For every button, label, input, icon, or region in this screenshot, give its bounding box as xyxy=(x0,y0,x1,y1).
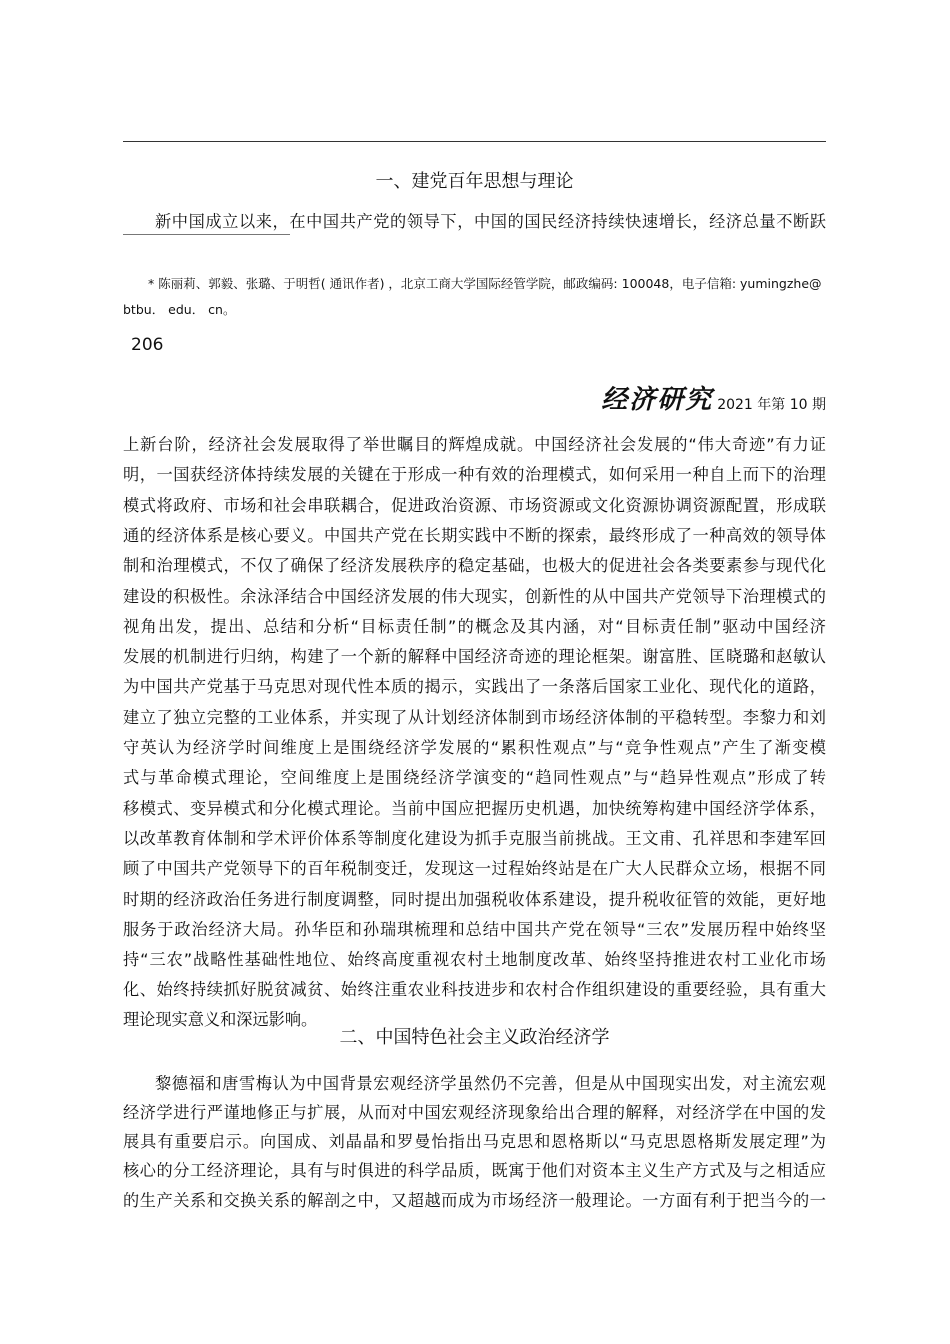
paragraph-line: 顾了中国共产党领导下的百年税制变迁，发现这一过程始终站是在广大人民群众立场，根据不同 xyxy=(123,859,826,879)
paragraph-line: 新中国成立以来，在中国共产党的领导下，中国的国民经济持续快速增长，经济总量不断跃 xyxy=(155,212,826,231)
paragraph-line: 式与革命模式理论，空间维度上是围绕经济学演变的“趋同性观点”与“趋异性观点”形成了转 xyxy=(123,768,826,788)
paragraph-line: 核心的分工经济理论，具有与时俱进的科学品质，既寓于他们对资本主义生产方式及与之相适应 xyxy=(123,1161,826,1181)
paragraph-line: 制和治理模式，不仅了确保了经济发展秩序的稳定基础，也极大的促进社会各类要素参与现代化 xyxy=(123,556,826,576)
section-heading-2: 二、中国特色社会主义政治经济学 xyxy=(339,1027,610,1048)
paragraph-line: 移模式、变异模式和分化模式理论。当前中国应把握历史机遇，加快统筹构建中国经济学体系， xyxy=(123,798,826,818)
paragraph-line: 通的经济体系是核心要义。中国共产党在长期实践中不断的探索，最终形成了一种高效的领导体 xyxy=(123,525,826,545)
paragraph-line: 以改革教育体制和学术评价体系等制度化建设为抓手克服当前挑战。王文甫、孔祥思和李建军回 xyxy=(123,828,826,848)
paragraph-line: 建设的积极性。余泳泽结合中国经济发展的伟大现实，创新性的从中国共产党领导下治理模式的 xyxy=(123,586,826,606)
section-heading-1: 一、建党百年思想与理论 xyxy=(375,171,574,192)
paragraph-line: 模式将政府、市场和社会串联耦合，促进政治资源、市场资源或文化资源协调资源配置，形成联 xyxy=(123,495,826,515)
footnote-line: btbu． edu． cn。 xyxy=(123,302,236,317)
paragraph-line: 化、始终持续抓好脱贫减贫、始终注重农业科技进步和农村合作组织建设的重要经验，具有重大 xyxy=(123,980,826,1000)
paragraph-line: 上新台阶，经济社会发展取得了举世瞩目的辉煌成就。中国经济社会发展的“伟大奇迹”有力证 xyxy=(123,435,826,454)
page-number: 206 xyxy=(131,335,164,355)
issue-label: 2021 年第 10 期 xyxy=(717,397,826,413)
paragraph-line: 建立了独立完整的工业体系，并实现了从计划经济体制到市场经济体制的平稳转型。李黎力和刘 xyxy=(123,707,826,727)
paragraph-line: 发展的机制进行归纳，构建了一个新的解释中国经济奇迹的理论框架。谢富胜、匡晓璐和赵敏认 xyxy=(123,647,826,667)
paragraph-line: 视角出发，提出、总结和分析“目标责任制”的概念及其内涵，对“目标责任制”驱动中国经济 xyxy=(123,616,826,636)
footnote-separator xyxy=(123,234,290,235)
paragraph-line: 守英认为经济学时间维度上是围绕经济学发展的“累积性观点”与“竞争性观点”产生了渐变模 xyxy=(123,738,826,757)
paragraph-line: 服务于政治经济大局。孙华臣和孙瑞琪梳理和总结中国共产党在领导“三农”发展历程中始终坚 xyxy=(123,919,826,939)
journal-logo: 经济研究 xyxy=(601,385,714,415)
paragraph-line: 理论现实意义和深远影响。 xyxy=(123,1010,318,1029)
paragraph-line: 明，一国获经济体持续发展的关键在于形成一种有效的治理模式，如何采用一种自上而下的治理 xyxy=(123,465,826,485)
paragraph-line: 持“三农”战略性基础性地位、始终高度重视农村土地制度改革、始终坚持推进农村工业化市场 xyxy=(123,950,826,970)
paragraph-line: 黎德福和唐雪梅认为中国背景宏观经济学虽然仍不完善，但是从中国现实出发，对主流宏观 xyxy=(155,1074,826,1093)
paragraph-line: 时期的经济政治任务进行制度调整，同时提出加强税收体系建设，提升税收征管的效能，更好地 xyxy=(123,889,826,909)
running-header xyxy=(601,385,826,415)
paragraph-line: 为中国共产党基于马克思对现代性本质的揭示，实践出了一条落后国家工业化、现代化的道路， xyxy=(123,677,826,697)
top-rule xyxy=(123,141,826,142)
footnote-line: * 陈丽莉、郭毅、张璐、于明哲( 通讯作者) ，北京工商大学国际经管学院，邮政编码: 100048，电子信箱: yumingzhe@ xyxy=(148,276,822,291)
paragraph-line: 经济学进行严谨地修正与扩展，从而对中国宏观经济现象给出合理的解释，对经济学在中国的发 xyxy=(123,1103,826,1122)
paragraph-line: 展具有重要启示。向国成、刘晶晶和罗曼怡指出马克思和恩格斯以“马克思恩格斯发展定理”为 xyxy=(123,1132,826,1152)
paragraph-line: 的生产关系和交换关系的解剖之中，又超越而成为市场经济一般理论。一方面有利于把当今的一 xyxy=(123,1190,826,1210)
